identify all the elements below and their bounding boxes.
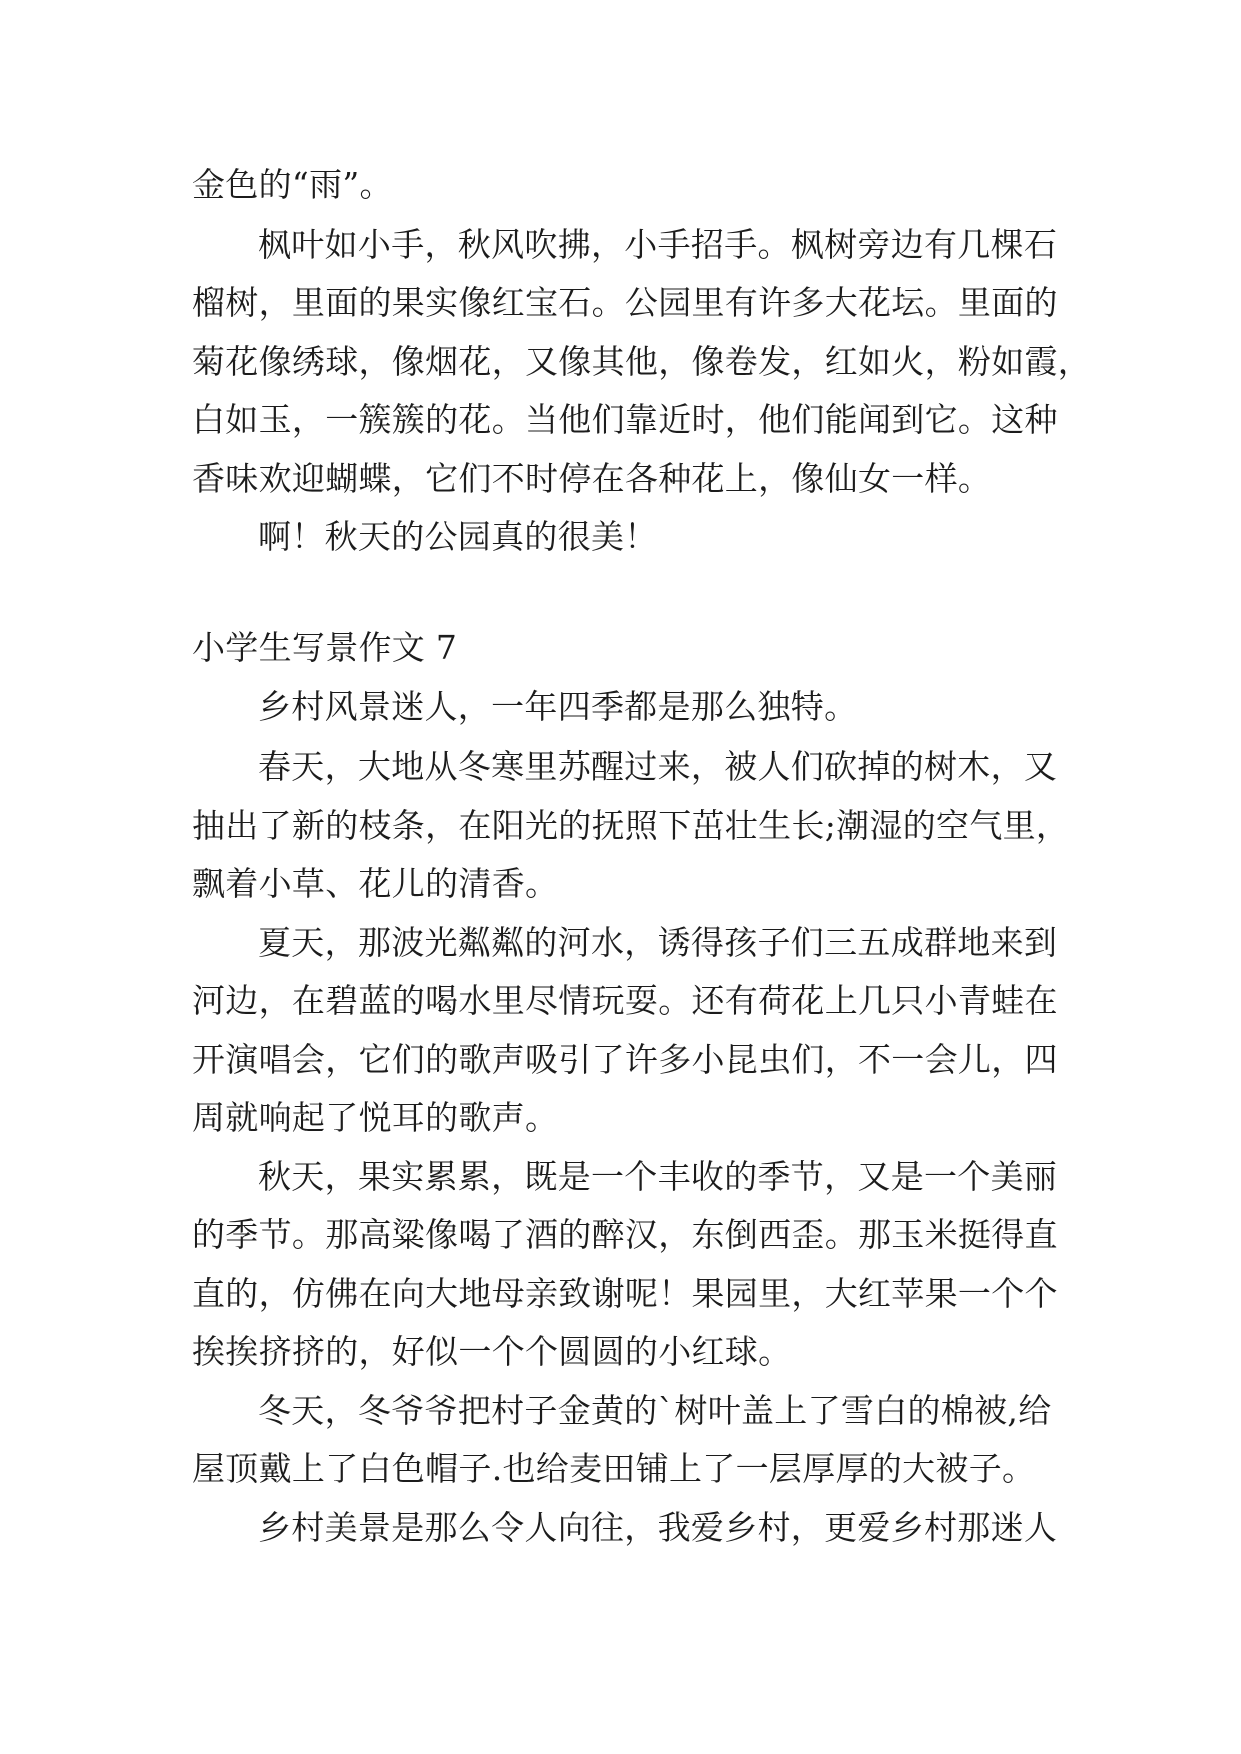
- text-line: 秋天，果实累累，既是一个丰收的季节，又是一个美丽: [258, 1157, 1058, 1196]
- text-line: 菊花像绣球，像烟花，又像其他，像卷发，红如火，粉如霞，: [192, 342, 1092, 381]
- text-line: 的季节。那高粱像喝了酒的醉汉，东倒西歪。那玉米挺得直: [192, 1215, 1058, 1254]
- text-line: 周就响起了悦耳的歌声。: [192, 1098, 559, 1137]
- text-line: 冬天，冬爷爷把村子金黄的`树叶盖上了雪白的棉被,给: [258, 1391, 1052, 1430]
- text-line: 河边，在碧蓝的喝水里尽情玩耍。还有荷花上几只小青蛙在: [192, 981, 1058, 1020]
- text-line: 春天，大地从冬寒里苏醒过来，被人们砍掉的树木，又: [258, 747, 1058, 786]
- text-line: 啊！秋天的公园真的很美！: [258, 517, 658, 556]
- text-line: 直的，仿佛在向大地母亲致谢呢！果园里，大红苹果一个个: [192, 1274, 1058, 1313]
- text-line: 乡村美景是那么令人向往，我爱乡村，更爱乡村那迷人: [258, 1508, 1058, 1547]
- text-line: 乡村风景迷人，一年四季都是那么独特。: [258, 687, 858, 726]
- text-line: 榴树，里面的果实像红宝石。公园里有许多大花坛。里面的: [192, 283, 1058, 322]
- text-line: 金色的“雨”。: [192, 165, 393, 204]
- text-line: 白如玉，一簇簇的花。当他们靠近时，他们能闻到它。这种: [192, 400, 1058, 439]
- text-line: 夏天，那波光粼粼的河水，诱得孩子们三五成群地来到: [258, 923, 1058, 962]
- text-line: 抽出了新的枝条，在阳光的抚照下茁壮生长;潮湿的空气里，: [192, 806, 1070, 845]
- text-line: 枫叶如小手，秋风吹拂，小手招手。枫树旁边有几棵石: [258, 225, 1058, 264]
- text-line: 飘着小草、花儿的清香。: [192, 864, 559, 903]
- essay-title: 小学生写景作文 7: [192, 628, 458, 667]
- text-line: 开演唱会，它们的歌声吸引了许多小昆虫们，不一会儿，四: [192, 1040, 1058, 1079]
- text-line: 屋顶戴上了白色帽子.也给麦田铺上了一层厚厚的大被子。: [192, 1449, 1036, 1488]
- text-line: 挨挨挤挤的，好似一个个圆圆的小红球。: [192, 1332, 792, 1371]
- text-line: 香味欢迎蝴蝶，它们不时停在各种花上，像仙女一样。: [192, 459, 992, 498]
